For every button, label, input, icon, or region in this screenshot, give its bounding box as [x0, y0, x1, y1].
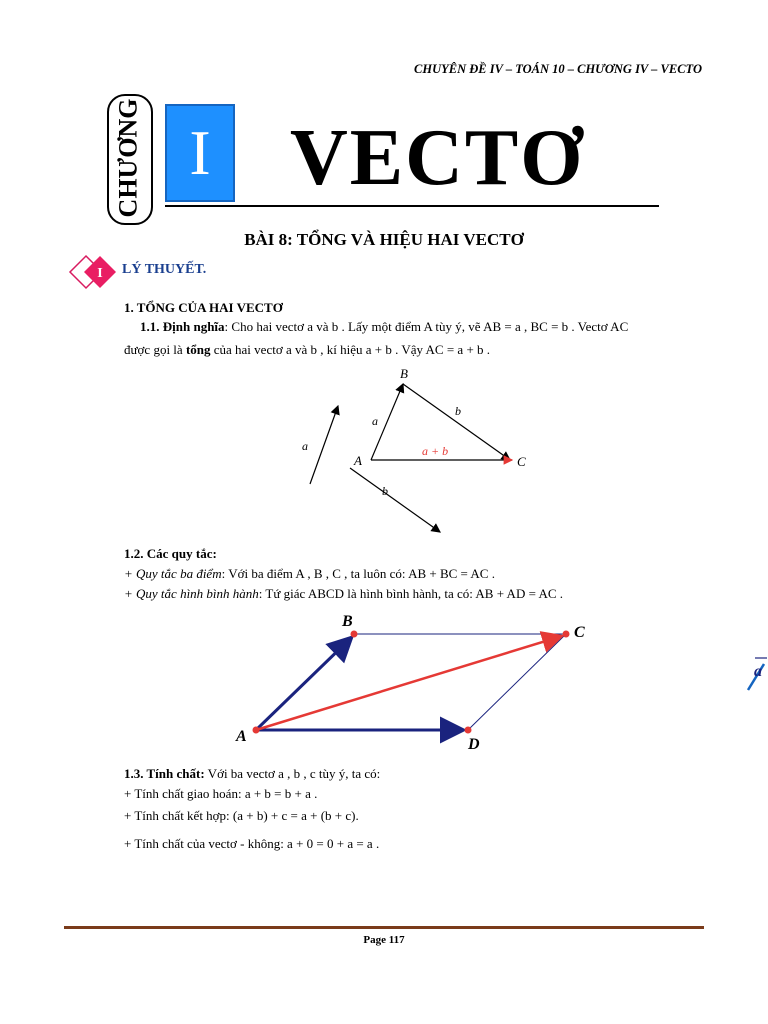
rule2-text: : Tứ giác ABCD là hình bình hành, ta có: AB + AD = AC . [258, 586, 564, 601]
triangle-figure [290, 362, 550, 542]
free-vector-b [350, 468, 440, 532]
def-label: 1.1. Định nghĩa [140, 319, 225, 334]
label-B: B [400, 366, 408, 381]
rule-three-points [124, 566, 495, 582]
label-C: C [574, 624, 585, 641]
point-A [253, 727, 260, 734]
label-C: C [517, 454, 526, 469]
lesson-title: BÀI 8: TỔNG VÀ HIỆU HAI VECTƠ [244, 230, 524, 249]
page-number: Page 117 [363, 934, 405, 946]
rule-parallelogram [124, 586, 563, 602]
s13-intro [124, 766, 380, 782]
vector-BC [403, 384, 510, 460]
edge-label: a [754, 663, 762, 680]
rule2-name: + Quy tắc hình bình hành [124, 586, 259, 601]
property-commutative: + Tính chất giao hoán: a + b = b + a . [124, 786, 318, 801]
point-D [465, 727, 472, 734]
parallelogram-figure [226, 608, 606, 758]
footer-rule [64, 926, 704, 929]
chapter-number-box [165, 104, 235, 202]
s12-heading: 1.2. Các quy tắc: [124, 546, 217, 561]
rule1-name: + Quy tắc ba điểm [124, 566, 222, 581]
point-B [351, 631, 358, 638]
s1-heading: 1. TỔNG CỦA HAI VECTƠ [124, 300, 283, 315]
rule1-text: : Với ba điểm A , B , C , ta luôn có: AB + BC = AC . [221, 566, 495, 581]
def-text: : Cho hai vectơ a và b . Lấy một điểm A tùy ý, vẽ AB = a , BC = b . Vectơ AC [224, 319, 629, 334]
chapter-label: CHƯƠNG [113, 98, 143, 217]
s1-definition-line2 [124, 342, 490, 358]
property-associative: + Tính chất kết hợp: (a + b) + c = a + (b + c). [124, 808, 359, 823]
label-B: B [342, 613, 353, 630]
chapter-title: VECTƠ [290, 114, 585, 202]
s1-definition-line1 [140, 319, 628, 335]
running-header: CHUYÊN ĐỀ IV – TOÁN 10 – CHƯƠNG IV – VECTO [414, 62, 702, 76]
label-vec-a-AB: a [372, 414, 378, 428]
section-badge [66, 252, 126, 292]
section-number: I [97, 266, 103, 281]
def2-a: được gọi là [124, 342, 186, 357]
label-vec-b-BC: b [455, 404, 461, 418]
label-sum: a + b [422, 444, 449, 458]
chapter-number: I [189, 117, 211, 188]
point-C [563, 631, 570, 638]
title-underline [165, 205, 659, 207]
s13-heading: 1.3. Tính chất: [124, 766, 205, 781]
free-vector-a [310, 406, 338, 484]
property-zero-vector: + Tính chất của vectơ - không: a + 0 = 0 + a = a . [124, 836, 380, 851]
def2-bold: tổng [185, 342, 211, 357]
section-label: LÝ THUYẾT. [122, 262, 207, 277]
label-A: A [236, 728, 247, 745]
label-vec-a-free: a [302, 439, 308, 453]
chapter-label-wrap [107, 94, 149, 221]
side-CD [468, 634, 566, 730]
s13-intro-text: Với ba vectơ a , b , c tùy ý, ta có: [204, 766, 381, 781]
label-vec-b-free: b [382, 484, 388, 498]
label-A: A [354, 453, 362, 468]
label-D: D [468, 736, 480, 753]
edge-vector-glyph [738, 650, 768, 696]
def2-b: của hai vectơ a và b , kí hiệu a + b . Vậy AC = a + b . [210, 342, 491, 357]
